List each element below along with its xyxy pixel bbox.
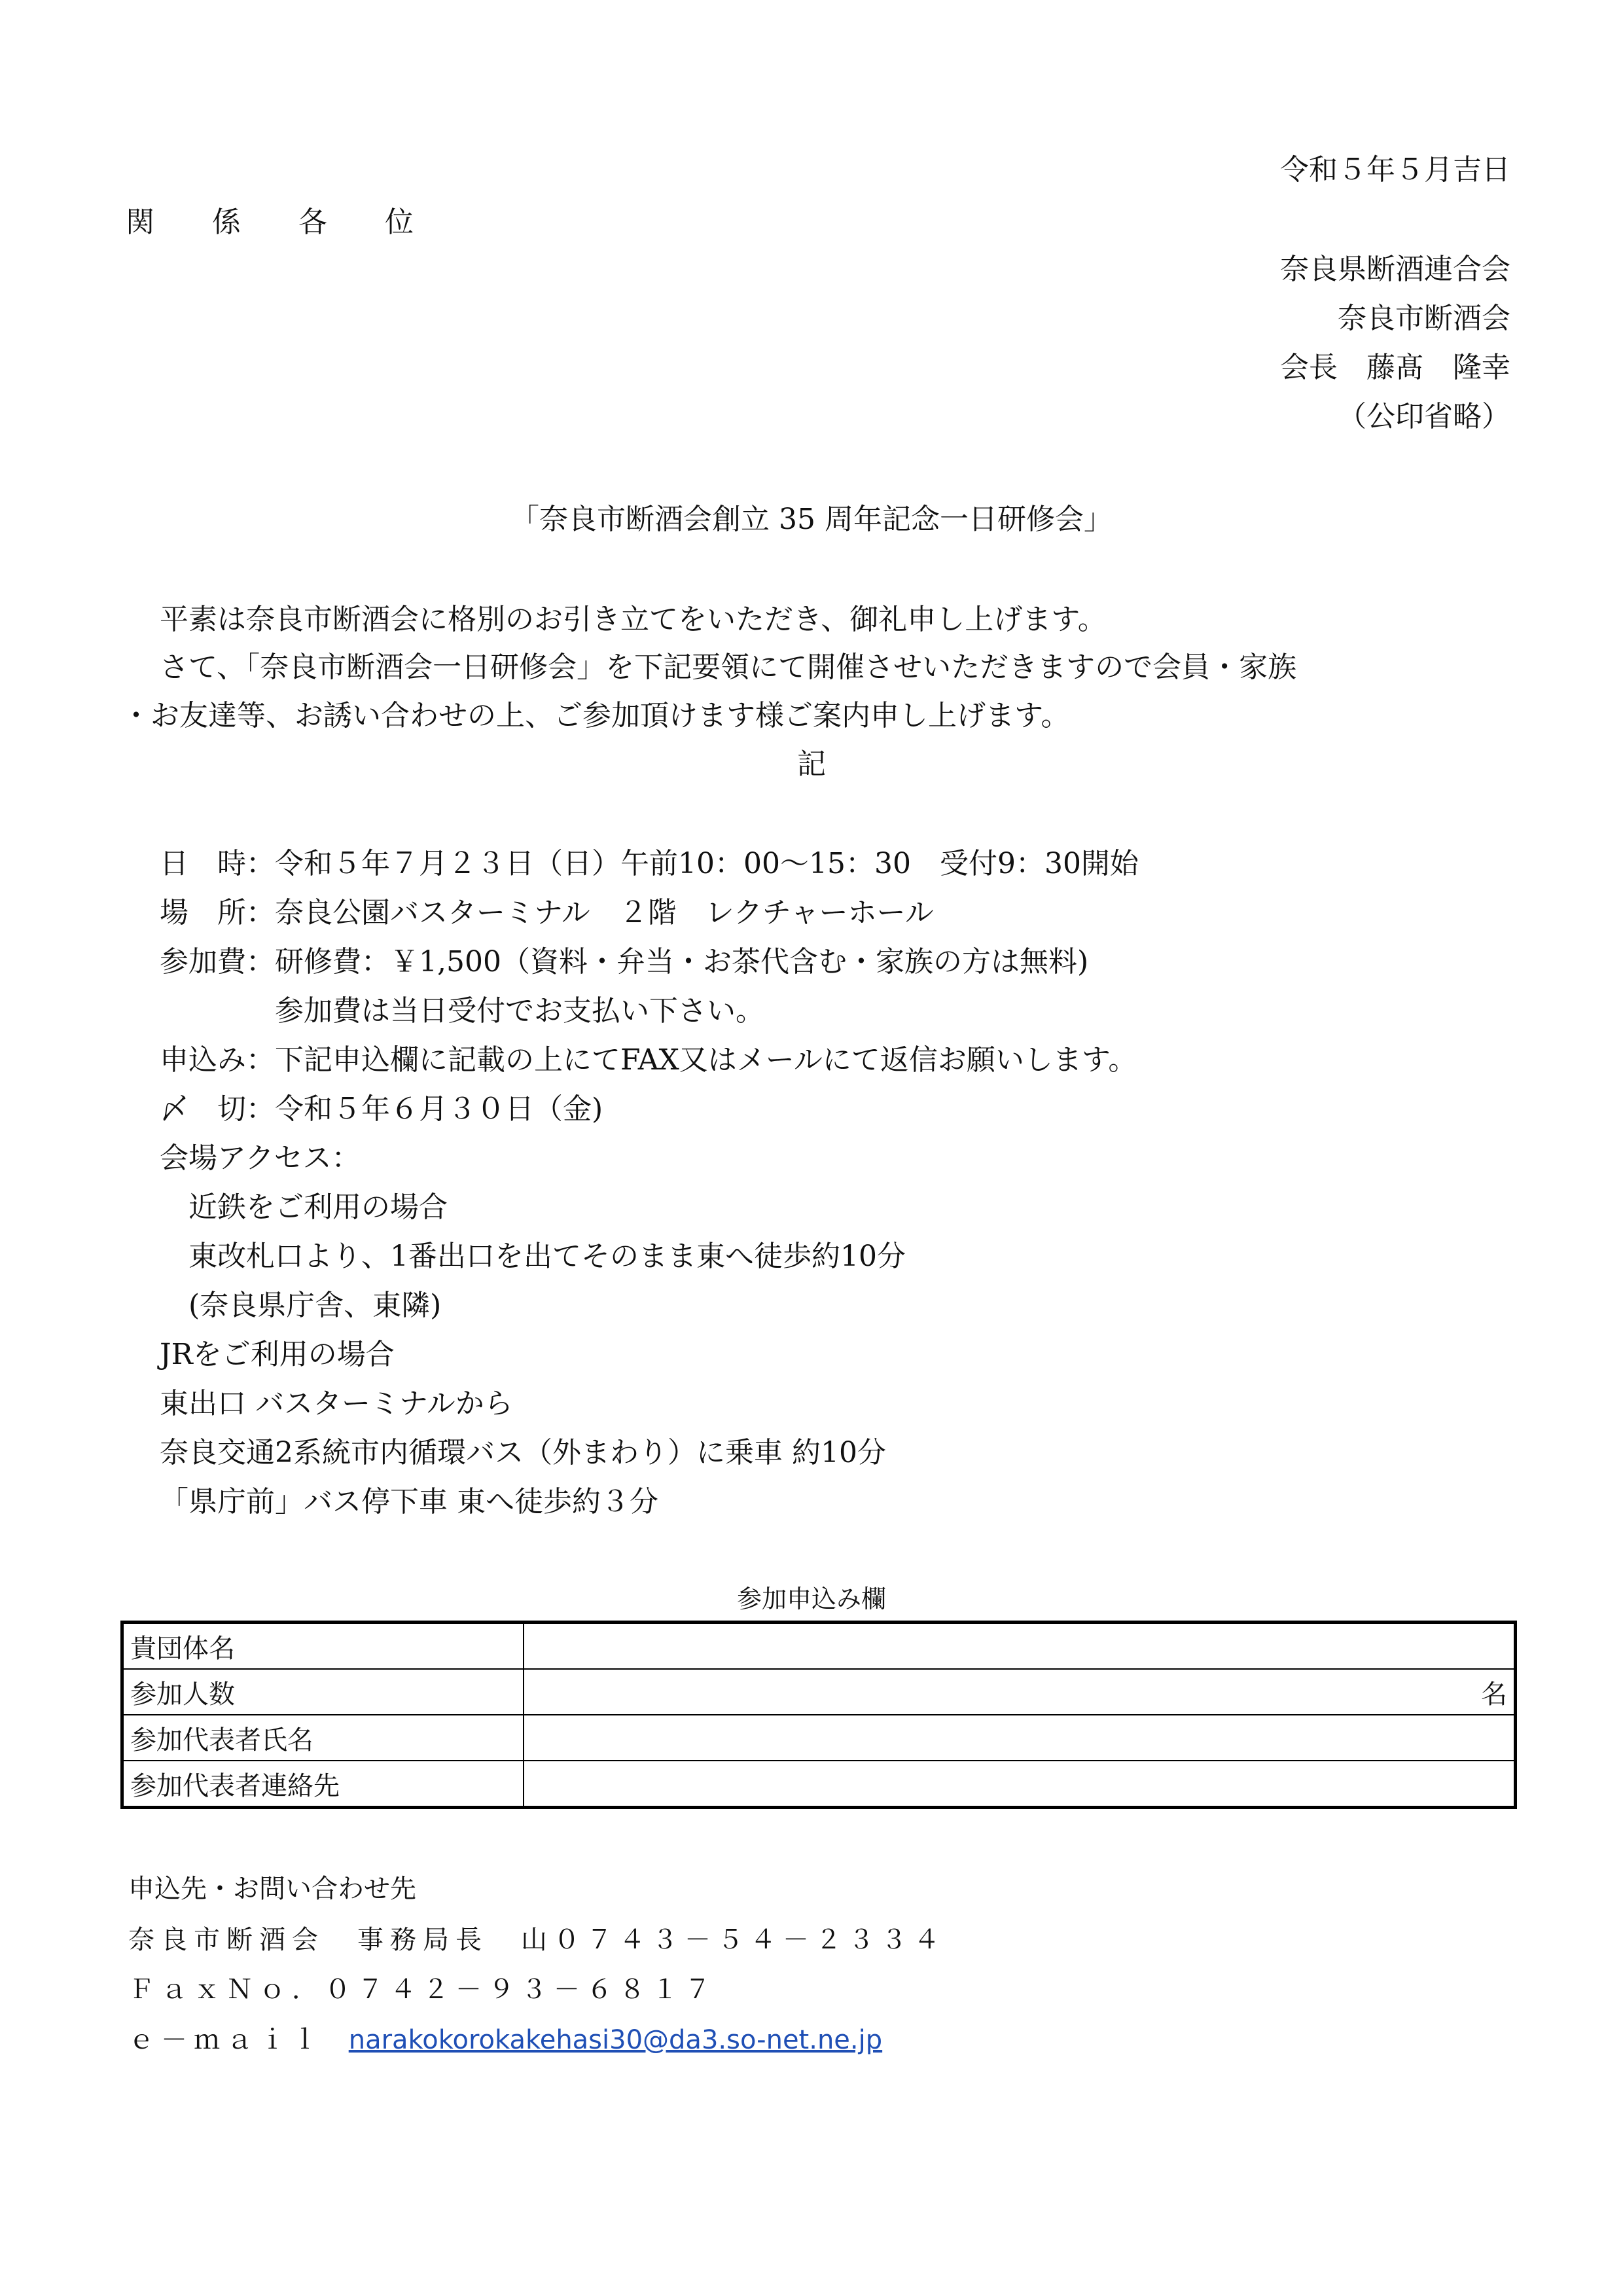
detail-fee-note: 参加費は当日受付でお支払い下さい。 (160, 994, 764, 1028)
body-line-3: ・お友達等、お誘い合わせの上、ご参加頂けます様ご案内申し上げます。 (122, 699, 1070, 732)
form-label-group-name: 貴団体名 (122, 1623, 524, 1670)
table-row (122, 1623, 1516, 1670)
detail-fee: 参加費：研修費：￥1,500（資料・弁当・お茶代含む・家族の方は無料) (160, 945, 1089, 978)
seal-omitted-note: （公印省略） (1338, 400, 1510, 433)
form-label-representative: 参加代表者氏名 (122, 1715, 524, 1761)
access-jr-bus: 奈良交通2系統市内循環バス（外まわり）に乗車 約10分 (160, 1436, 886, 1469)
form-label-contact: 参加代表者連絡先 (122, 1761, 524, 1808)
detail-application: 申込み：下記申込欄に記載の上にてFAX又はメールにて返信お願いします。 (160, 1043, 1137, 1077)
contact-email-row (128, 2027, 882, 2053)
body-line-1: 平素は奈良市断酒会に格別のお引き立てをいただき、御礼申し上げます。 (160, 603, 1107, 636)
form-field-contact[interactable] (524, 1761, 1516, 1808)
detail-datetime: 日 時：令和５年７月２３日（日）午前10：00～15：30 受付9：30開始 (160, 847, 1139, 880)
form-field-participants[interactable]: 名 (524, 1669, 1516, 1715)
sender-org2: 奈良市断酒会 (1338, 302, 1510, 335)
table-row (122, 1761, 1516, 1808)
body-line-2: さて、「奈良市断酒会一日研修会」を下記要領にて開催させいただきますので会員・家族 (160, 651, 1297, 684)
addressee: 関 係 各 位 (126, 206, 428, 239)
access-jr-stop: 「県庁前」バス停下車 東へ徒歩約３分 (160, 1485, 658, 1518)
form-caption: 参加申込み欄 (736, 1585, 886, 1613)
form-field-group-name[interactable] (524, 1623, 1516, 1670)
ki-marker: 記 (797, 747, 826, 781)
access-kintetsu-route: 東改札口より、1番出口を出てそのまま東へ徒歩約10分 (160, 1240, 906, 1273)
contact-office-phone: 奈良市断酒会 事務局長 山０７４３－５４－２３３４ (128, 1925, 946, 1955)
sender-org1: 奈良県断酒連合会 (1280, 253, 1510, 286)
access-kintetsu: 近鉄をご利用の場合 (160, 1191, 448, 1224)
email-label: ｅ－ｍａｉｌ (128, 2025, 325, 2055)
document-title: 「奈良市断酒会創立 35 周年記念一日研修会」 (510, 503, 1113, 536)
form-label-participants: 参加人数 (122, 1669, 524, 1715)
sender-president: 会長 藤髙 隆幸 (1280, 351, 1510, 384)
issue-date: 令和５年５月吉日 (1280, 153, 1510, 187)
form-field-representative[interactable] (524, 1715, 1516, 1761)
access-kintetsu-note: (奈良県庁舎、東隣) (160, 1289, 442, 1322)
contact-fax: ＦａｘＮｏ．０７４２－９３－６８１７ (128, 1975, 717, 2005)
table-row (122, 1715, 1516, 1761)
access-jr-exit: 東出口 バスターミナルから (160, 1387, 513, 1420)
detail-deadline: 〆 切：令和５年６月３０日（金) (160, 1092, 603, 1126)
detail-venue: 場 所：奈良公園バスターミナル ２階 レクチャーホール (160, 896, 934, 929)
contact-heading: 申込先・お問い合わせ先 (128, 1874, 416, 1904)
table-row (122, 1669, 1516, 1715)
application-form-table (120, 1621, 1517, 1809)
access-heading: 会場アクセス： (160, 1141, 361, 1175)
access-jr: JRをご利用の場合 (160, 1338, 395, 1371)
email-link[interactable]: narakokorokakehasi30@da3.so-net.ne.jp (348, 2025, 883, 2055)
